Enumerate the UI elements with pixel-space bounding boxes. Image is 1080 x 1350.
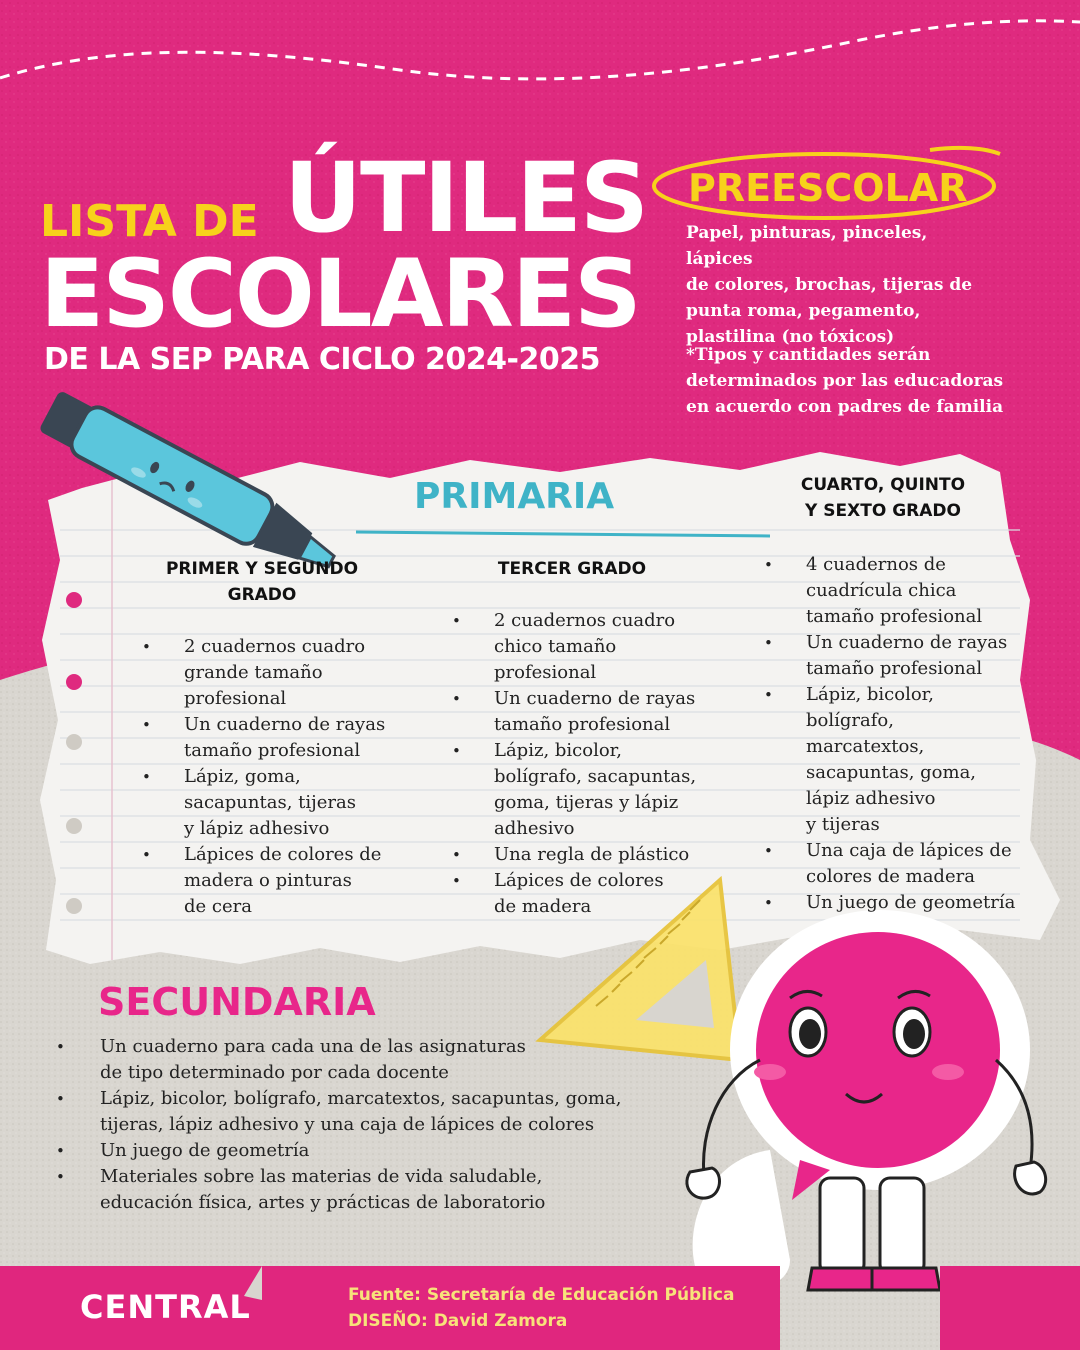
list-item: • 2 cuadernos cuadro chico tamaño profesional — [452, 608, 712, 686]
title-subtitle: DE LA SEP PARA CICLO 2024-2025 — [44, 342, 600, 377]
list-item: • Un juego de geometría — [764, 890, 1034, 916]
column-heading-cuarto-quinto-sexto — [778, 472, 988, 524]
list-item: • Un cuaderno de rayas tamaño profesional — [142, 712, 442, 764]
source-credit: Fuente: Secretaría de Educación Pública — [348, 1285, 735, 1305]
central-logo: CENTRAL — [80, 1288, 251, 1326]
list-item: • Un cuaderno de rayas tamaño profesional — [452, 686, 712, 738]
preescolar-note-line: determinados por las educadoras — [686, 371, 1004, 391]
preescolar-list — [686, 220, 986, 350]
preescolar-line: de colores, brochas, tijeras de — [686, 275, 973, 295]
list-secundaria — [56, 1034, 656, 1216]
list-item: • Una caja de lápices de colores de madera — [764, 838, 1034, 890]
list-item: • Lápiz, bicolor, bolígrafo, marcatextos, sacapuntas, goma, lápiz adhesivo y tijeras — [764, 682, 1034, 838]
list-item: • Lápices de colores de madera o pinturas de cera — [142, 842, 442, 920]
preescolar-note-line: en acuerdo con padres de familia — [686, 397, 1004, 417]
preescolar-title: PREESCOLAR — [688, 166, 968, 210]
title-utiles: ÚTILES — [284, 142, 648, 254]
list-item: • Un juego de geometría — [56, 1138, 656, 1164]
list-item: • Lápiz, goma, sacapuntas, tijeras y lápiz adhesivo — [142, 764, 442, 842]
preescolar-line: punta roma, pegamento, — [686, 301, 921, 321]
title-lista-de: LISTA DE — [40, 196, 259, 247]
heading-line: Y SEXTO GRADO — [805, 501, 961, 521]
list-item: • Lápices de colores de madera — [452, 868, 712, 920]
heading-line: PRIMER Y SEGUNDO — [165, 559, 359, 579]
title-escolares: ESCOLARES — [40, 240, 640, 349]
list-tercer — [452, 608, 712, 920]
list-item: • Un cuaderno de rayas tamaño profesional — [764, 630, 1034, 682]
list-cuarto-quinto-sexto — [764, 552, 1034, 916]
list-item: • Lápiz, bicolor, bolígrafo, sacapuntas, goma, tijeras y lápiz adhesivo — [452, 738, 712, 842]
heading-line: TERCER GRADO — [497, 559, 647, 579]
list-item: • Un cuaderno para cada una de las asignaturas de tipo determinado por cada docente — [56, 1034, 656, 1086]
heading-line: CUARTO, QUINTO — [800, 475, 966, 495]
list-item: • 2 cuadernos cuadro grande tamaño profesional — [142, 634, 442, 712]
preescolar-line: plastilina (no tóxicos) — [686, 327, 895, 347]
heading-line: GRADO — [227, 585, 297, 605]
column-heading-primer-segundo — [140, 556, 384, 608]
secundaria-title: SECUNDARIA — [98, 980, 376, 1024]
footer-credits — [348, 1282, 734, 1334]
list-item: • 4 cuadernos de cuadrícula chica tamaño profesional — [764, 552, 1034, 630]
preescolar-note — [686, 342, 1016, 420]
preescolar-note-line: *Tipos y cantidades serán — [686, 345, 931, 365]
list-item: • Lápiz, bicolor, bolígrafo, marcatextos, sacapuntas, goma, tijeras, lápiz adhesivo y una caja de lápices de colores — [56, 1086, 656, 1138]
column-heading-tercer — [460, 556, 684, 582]
preescolar-line: Papel, pinturas, pinceles, lápices — [686, 223, 928, 269]
list-item: • Materiales sobre las materias de vida saludable, educación física, artes y prácticas de laboratorio — [56, 1164, 656, 1216]
list-item: • Una regla de plástico — [452, 842, 712, 868]
primaria-title: PRIMARIA — [414, 476, 615, 517]
design-credit: DISEÑO: David Zamora — [348, 1311, 568, 1331]
list-primer-segundo — [142, 634, 442, 920]
